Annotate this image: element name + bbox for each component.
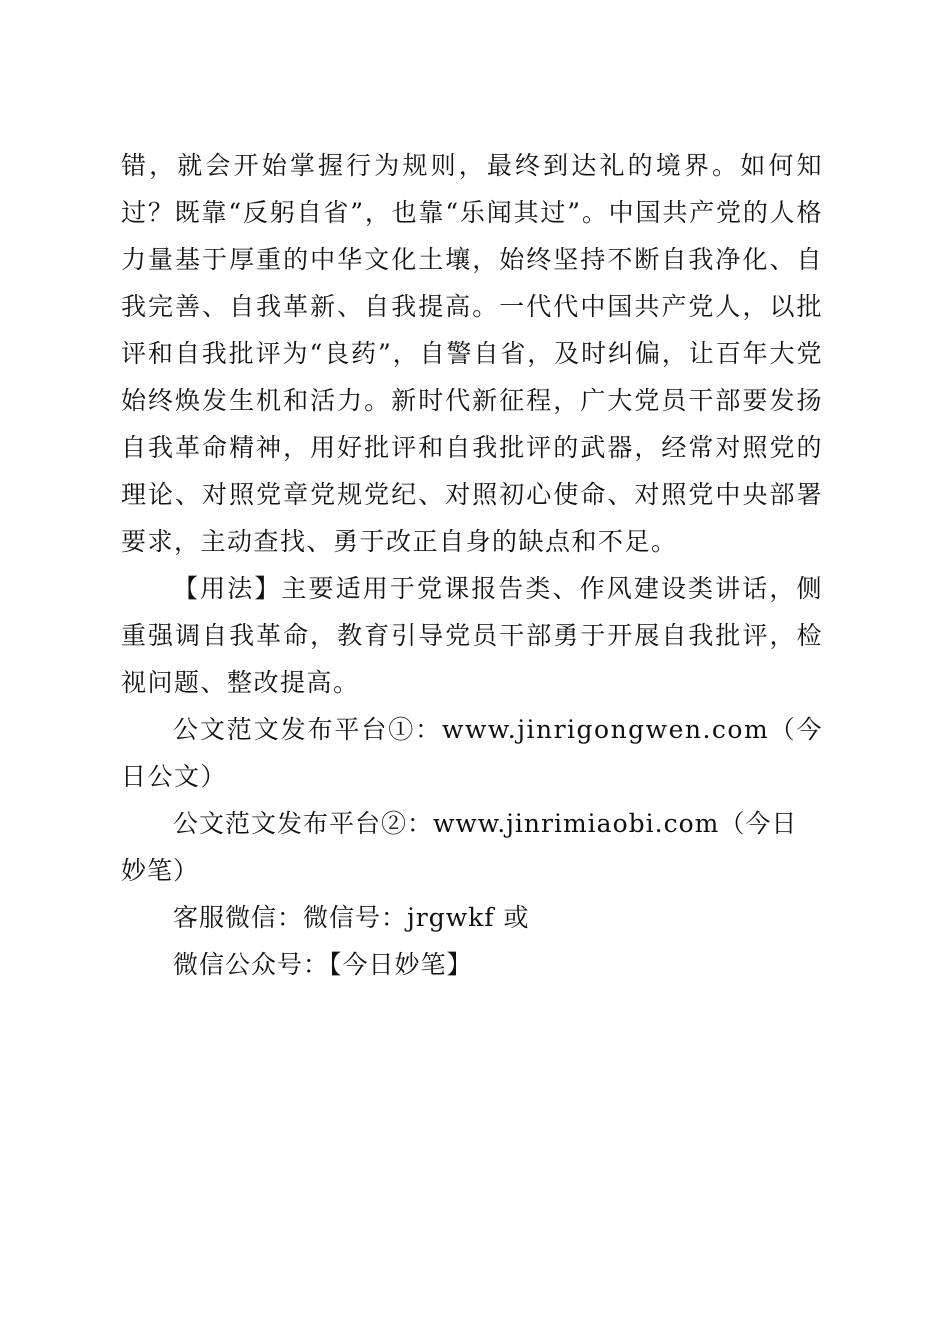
wechat-account-line: 微信公众号：【今日妙笔】	[173, 950, 473, 979]
usage-paragraph: 【用法】主要适用于党课报告类、作风建设类讲话，侧重强调自我革命，教育引导党员干部勇于开展自我批评，检视问题、整改提高。	[121, 574, 823, 697]
customer-service-line: 客服微信：微信号：jrgwkf 或	[173, 903, 530, 932]
body-paragraph: 错，就会开始掌握行为规则，最终到达礼的境界。如何知过？既靠“反躬自省”，也靠“乐闻其过”。中国共产党的人格力量基于厚重的中华文化土壤，始终坚持不断自我净化、自我完善、自我革新、自我提高。一代代中国共产党人，以批评和自我批评为“良药”，自警自省，及时纠偏，让百年大党始终焕发生机和活力。新时代新征程，广大党员干部要发扬自我革命精神，用好批评和自我批评的武器，经常对照党的理论、对照党章党规党纪、对照初心使命、对照党中央部署要求，主动查找、勇于改正自身的缺点和不足。	[121, 151, 823, 556]
platform-line-1: 公文范文发布平台①：www.jinrigongwen.com（今日公文）	[121, 715, 823, 791]
platform-line-2: 公文范文发布平台②：www.jinrimiaobi.com（今日妙笔）	[121, 809, 798, 885]
document-body	[121, 142, 823, 988]
